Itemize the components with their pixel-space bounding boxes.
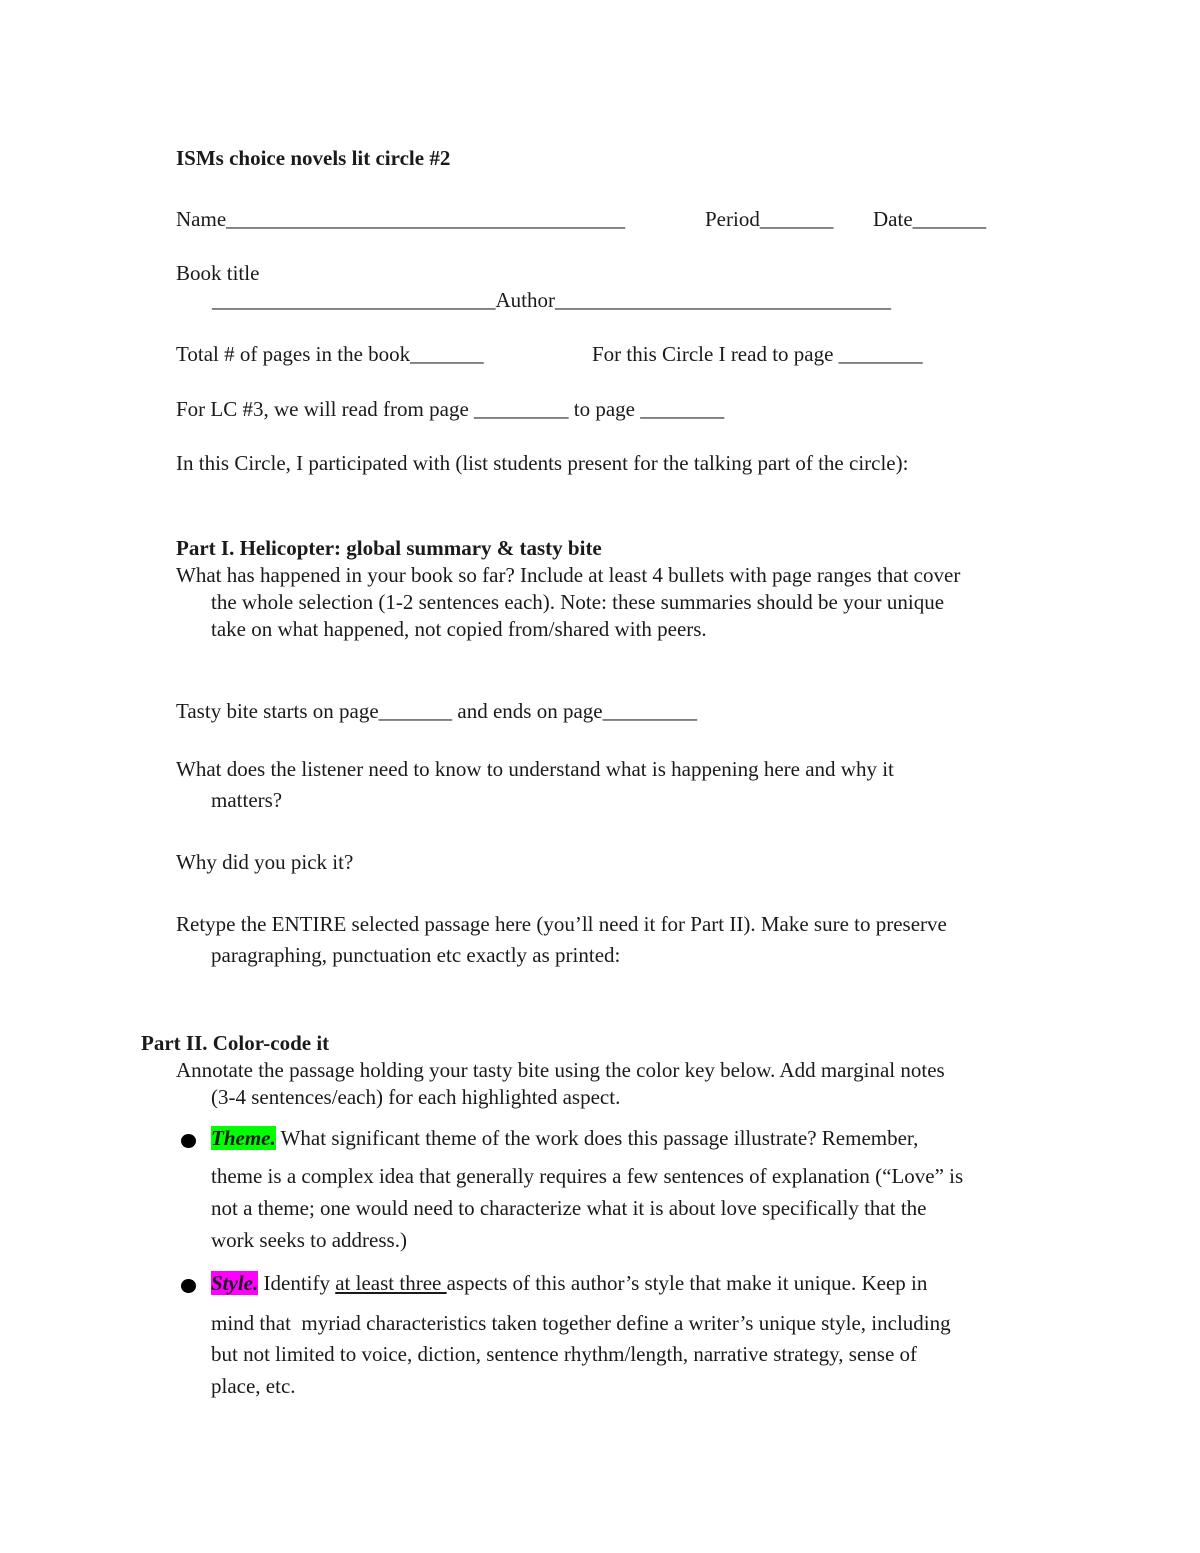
total-pages-field: Total # of pages in the book_______ [176, 342, 484, 366]
theme-text-line: theme is a complex idea that generally requires a few sentences of explanation (“Love” is [211, 1164, 964, 1188]
style-text-line: place, etc. [211, 1374, 296, 1398]
retype-instruction-line: Retype the ENTIRE selected passage here (you’ll need it for Part II). Make sure to preserve [176, 912, 947, 936]
theme-text-line: work seeks to address.) [211, 1228, 407, 1252]
part1-intro-line: the whole selection (1-2 sentences each). Note: these summaries should be your unique [211, 590, 945, 614]
part1-intro-line: What has happened in your book so far? Include at least 4 bullets with page ranges that cover [176, 563, 961, 587]
style-text-line: mind that myriad characteristics taken together define a writer’s unique style, including [211, 1311, 951, 1335]
style-highlight-label: Style. [211, 1271, 259, 1295]
name-field: Name______________________________________ [176, 207, 626, 231]
part2-intro-line: (3-4 sentences/each) for each highlighted aspect. [211, 1085, 621, 1109]
bullet-icon [181, 1279, 196, 1293]
retype-instruction-line: paragraphing, punctuation etc exactly as printed: [211, 943, 621, 967]
theme-item [211, 1128, 918, 1149]
page-title: ISMs choice novels lit circle #2 [176, 146, 451, 170]
period-field: Period_______ [705, 207, 834, 231]
style-underlined-text: at least three [335, 1271, 447, 1295]
book-title-label: Book title [176, 261, 260, 285]
why-pick-question: Why did you pick it? [176, 850, 354, 874]
theme-text: What significant theme of the work does this passage illustrate? Remember, [275, 1126, 919, 1150]
part1-heading: Part I. Helicopter: global summary & tasty bite [176, 536, 602, 560]
theme-highlight-label: Theme. [211, 1126, 276, 1150]
read-to-page-field: For this Circle I read to page ________ [592, 342, 923, 366]
part1-intro-line: take on what happened, not copied from/shared with peers. [211, 617, 707, 641]
style-text-line: but not limited to voice, diction, sentence rhythm/length, narrative strategy, sense of [211, 1342, 918, 1366]
date-field: Date_______ [873, 207, 987, 231]
listener-question-line: What does the listener need to know to understand what is happening here and why it [176, 757, 894, 781]
participants-prompt: In this Circle, I participated with (list students present for the talking part of the circle): [176, 451, 909, 475]
part2-heading: Part II. Color-code it [141, 1031, 330, 1055]
style-text: aspects of this author’s style that make it unique. Keep in [446, 1271, 928, 1295]
bullet-icon [181, 1134, 196, 1148]
style-text: Identify [258, 1271, 336, 1295]
part2-intro-line: Annotate the passage holding your tasty bite using the color key below. Add marginal notes [176, 1058, 945, 1082]
listener-question-line: matters? [211, 788, 283, 812]
book-author-field: ___________________________Author________________________________ [212, 288, 891, 312]
theme-text-line: not a theme; one would need to characterize what it is about love specifically that the [211, 1196, 927, 1220]
next-lc-pages-field: For LC #3, we will read from page _________ to page ________ [176, 397, 725, 421]
style-item [211, 1273, 927, 1294]
tasty-bite-pages-field: Tasty bite starts on page_______ and ends on page_________ [176, 699, 698, 723]
